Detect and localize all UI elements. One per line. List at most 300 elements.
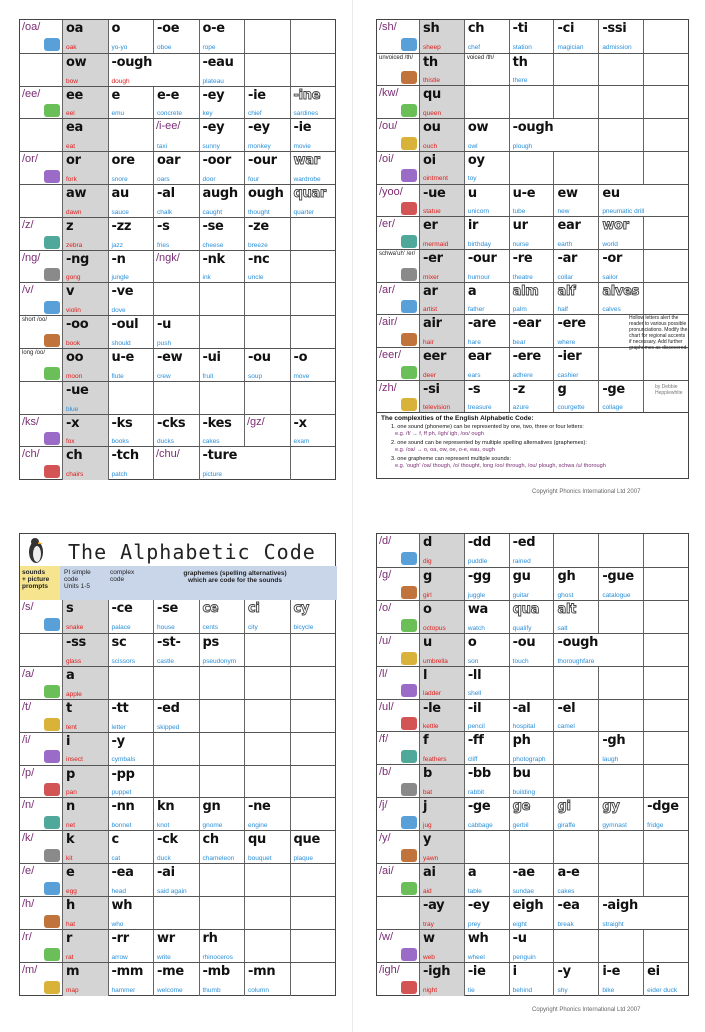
grapheme-cell (509, 700, 554, 733)
sound-cell (377, 283, 419, 316)
grapheme-cell (62, 798, 108, 831)
sound-label: /eer/ (379, 349, 402, 361)
grapheme-cell (62, 733, 108, 766)
grapheme-cell (509, 831, 554, 864)
grapheme-cell (62, 667, 108, 700)
picture-prompt-icon (401, 552, 417, 565)
grapheme: y (423, 832, 432, 848)
example-word: birthday (467, 240, 491, 248)
grapheme: -kes (202, 415, 232, 431)
grapheme: aw (66, 186, 87, 201)
grapheme-cell (199, 766, 245, 799)
grapheme-cell (108, 733, 154, 766)
sound-label: /i/ (22, 733, 31, 746)
grapheme-cell (464, 534, 509, 567)
grapheme: -ge (467, 799, 491, 815)
example-word: cliff (467, 756, 478, 764)
grapheme-cell (290, 600, 336, 633)
picture-prompt-icon (401, 981, 417, 994)
example-word: pencil (467, 723, 485, 731)
grapheme: cy (293, 601, 310, 616)
complexities-line-6: e.g. 'ough' /oa/ though, /o/ thought, long /oo/ through, /ou/ plough, schwa /u/ thorough (395, 463, 606, 469)
sound-cell (377, 348, 419, 381)
grapheme: -al (512, 700, 531, 716)
example-word: feathers (423, 756, 447, 764)
grapheme-cell (62, 119, 108, 152)
grapheme-cell (419, 634, 464, 667)
header-graphemes: graphemes (spelling alternatives) which are code for the sounds (183, 570, 287, 584)
grapheme: -gg (467, 568, 491, 584)
grapheme: j (423, 799, 428, 815)
grapheme: -ea (111, 865, 134, 881)
sound-cell (377, 568, 419, 601)
grapheme-cell (553, 381, 598, 414)
grapheme-cell (290, 251, 336, 284)
sound-label: /ou/ (379, 120, 398, 133)
example-word: crew (157, 372, 171, 380)
example-word: humour (467, 273, 490, 281)
grapheme: -or (602, 250, 623, 266)
example-word: sardines (293, 110, 319, 118)
example-word: behind (512, 986, 533, 994)
chart-row (377, 863, 688, 896)
chart-row (377, 567, 688, 600)
chart-row (20, 797, 335, 830)
grapheme-cell (598, 601, 643, 634)
chart-row (377, 216, 688, 249)
complexities-line-2: e.g. /f/ → f, ff ph, /igh/ igh, /oo/ ough (395, 431, 484, 437)
grapheme: eer (423, 349, 447, 364)
grapheme: wh (467, 930, 489, 946)
example-word: caught (202, 208, 223, 216)
example-word: new (557, 208, 570, 216)
example-word: exam (293, 438, 310, 446)
grapheme-cell (553, 930, 598, 963)
grapheme-cell (290, 963, 336, 996)
chart-row (20, 86, 335, 119)
example-word: toy (467, 175, 477, 183)
grapheme: -aigh (602, 897, 638, 913)
example-word: monkey (248, 143, 271, 151)
grapheme-cell (509, 250, 554, 283)
grapheme: ch (66, 448, 83, 464)
grapheme-cell (244, 831, 290, 864)
grapheme: -ie (248, 87, 266, 103)
example-word: head (111, 888, 126, 896)
sound-label: /k/ (22, 832, 34, 845)
grapheme-cell (509, 185, 554, 218)
grapheme-cell (153, 119, 199, 152)
picture-prompt-icon (401, 169, 417, 182)
hollow-letters-note: Hollow letters alert the reader to various possible pronunciations. Modify the chart for regional accents if necessary. Add further graphemes as discovered. (629, 315, 688, 352)
example-word: ointment (423, 175, 448, 183)
chart-row (377, 118, 688, 151)
grapheme: -al (157, 186, 175, 201)
grapheme-cell (153, 316, 199, 349)
grapheme-cell (244, 930, 290, 963)
picture-prompt-icon (401, 684, 417, 697)
grapheme: -pp (111, 766, 135, 782)
example-word: engine (248, 822, 268, 830)
example-word: write (157, 953, 171, 961)
grapheme: th (512, 54, 528, 70)
grapheme-cell (509, 897, 554, 930)
picture-prompt-icon (44, 685, 60, 698)
grapheme-cell (62, 897, 108, 930)
grapheme-cell (509, 568, 554, 601)
grapheme: s (66, 601, 74, 616)
grapheme-cell (290, 382, 336, 415)
grapheme-cell (419, 963, 464, 996)
sound-label: /b/ (379, 766, 392, 779)
grapheme-cell (108, 251, 154, 284)
grapheme-cell (509, 217, 554, 250)
grapheme-cell (509, 798, 554, 831)
grapheme: qua (512, 601, 540, 617)
grapheme-cell (244, 766, 290, 799)
grapheme: ee (66, 87, 84, 103)
grapheme: -ea (557, 897, 580, 913)
sound-cell (20, 600, 62, 633)
grapheme: au (111, 186, 129, 201)
grapheme-cell (553, 568, 598, 601)
sound-label: /ch/ (22, 448, 40, 461)
grapheme: -ff (467, 733, 484, 749)
grapheme-cell (419, 20, 464, 53)
grapheme-cell (108, 447, 154, 480)
example-word: snore (111, 175, 128, 183)
grapheme: wr (157, 931, 175, 946)
grapheme-cell (153, 897, 199, 930)
example-word: building (512, 789, 536, 797)
sound-label: /r/ (22, 931, 32, 943)
example-word: wardrobe (293, 175, 321, 183)
grapheme-cell (509, 54, 554, 87)
grapheme-cell (153, 930, 199, 963)
picture-prompt-icon (44, 618, 60, 631)
example-word: bike (602, 986, 615, 994)
example-word: salt (557, 624, 568, 632)
grapheme-cell (62, 447, 108, 480)
grapheme-cell (153, 415, 199, 448)
example-word: tray (423, 920, 434, 928)
grapheme-cell (419, 831, 464, 864)
example-word: earth (557, 240, 573, 248)
grapheme-cell (290, 415, 336, 448)
sound-label: /ng/ (22, 251, 41, 264)
example-word: magician (557, 43, 584, 51)
grapheme: -rr (111, 931, 129, 946)
grapheme: t (66, 700, 72, 716)
grapheme-cell (199, 87, 245, 120)
sound-label: /ks/ (22, 415, 40, 428)
grapheme: /gz/ (247, 415, 265, 428)
grapheme: -me (157, 963, 184, 979)
grapheme-cell (419, 732, 464, 765)
example-word: book (66, 339, 81, 347)
example-word: ouch (423, 142, 438, 150)
grapheme-cell (62, 54, 108, 87)
picture-prompt-icon (401, 268, 417, 281)
grapheme: war (293, 153, 320, 169)
grapheme-cell (62, 349, 108, 382)
picture-prompt-icon (401, 300, 417, 313)
sound-label: /e/ (22, 865, 35, 878)
chart-row (20, 250, 335, 283)
example-word: letter (111, 723, 126, 731)
grapheme-cell (199, 600, 245, 633)
example-word: octopus (423, 624, 446, 632)
grapheme-cell (244, 152, 290, 185)
sound-cell (377, 119, 419, 152)
grapheme-cell (419, 700, 464, 733)
sound-label: /f/ (379, 733, 389, 746)
chart-row (377, 797, 688, 830)
grapheme: oa (66, 21, 84, 36)
grapheme: o (111, 21, 121, 36)
grapheme: ce (202, 601, 219, 616)
example-word: son (467, 657, 479, 665)
example-word: glass (66, 657, 82, 665)
grapheme: alt (557, 601, 577, 617)
grapheme-cell (62, 864, 108, 897)
grapheme: gn (202, 799, 221, 815)
example-word: cat (111, 855, 121, 863)
grapheme-cell (598, 217, 643, 250)
grapheme-cell (290, 864, 336, 897)
grapheme-cell (62, 963, 108, 996)
grapheme: -se (202, 218, 224, 234)
example-word: queen (423, 110, 442, 118)
grapheme: r (66, 931, 73, 946)
example-word: puppet (111, 789, 132, 797)
grapheme-cell (153, 349, 199, 382)
grapheme: -zz (111, 218, 132, 234)
grapheme-cell (290, 20, 336, 53)
grapheme-cell (464, 798, 509, 831)
chart-row (377, 600, 688, 633)
grapheme: oar (157, 153, 181, 169)
grapheme: -se (157, 601, 179, 616)
grapheme-cell (553, 831, 598, 864)
example-word: dough (111, 77, 130, 85)
grapheme-cell (553, 20, 598, 53)
grapheme-cell (464, 700, 509, 733)
grapheme: d (423, 535, 433, 550)
grapheme-cell (290, 119, 336, 152)
picture-prompt-icon (44, 432, 60, 445)
example-word: wheel (467, 953, 485, 961)
sound-cell (20, 283, 62, 316)
grapheme-cell (553, 217, 598, 250)
sound-cell (20, 864, 62, 897)
example-word: pneumatic drill (602, 208, 645, 216)
sound-cell (377, 897, 419, 930)
grapheme: ci (248, 601, 260, 616)
example-word: soup (248, 372, 263, 380)
example-word: city (248, 623, 258, 631)
example-word: skipped (157, 723, 180, 731)
sound-label: /zh/ (379, 381, 397, 394)
grapheme-cell (290, 447, 336, 480)
grapheme: ar (423, 283, 438, 299)
example-word: station (512, 43, 532, 51)
grapheme-cell (464, 732, 509, 765)
sound-label: /v/ (22, 284, 34, 297)
grapheme-cell (244, 218, 290, 251)
chart-row (377, 151, 688, 184)
grapheme: -y (111, 733, 125, 749)
grapheme-cell (108, 87, 154, 120)
chart-row (20, 896, 335, 929)
grapheme-cell (199, 54, 245, 87)
picture-prompt-icon (401, 366, 417, 379)
grapheme: sh (423, 21, 440, 36)
example-word: yawn (423, 854, 439, 862)
example-word: there (512, 77, 528, 85)
example-word: ducks (157, 438, 174, 446)
picture-prompt-icon (44, 104, 60, 117)
sound-label: /sh/ (379, 21, 397, 33)
grapheme-cell (108, 415, 154, 448)
grapheme-cell (199, 415, 245, 448)
page-title: The Alphabetic Code (68, 540, 316, 564)
grapheme-cell (464, 864, 509, 897)
example-word: kit (66, 855, 73, 863)
example-word: jug (423, 822, 432, 830)
grapheme-cell (598, 930, 643, 963)
example-word: emu (111, 110, 125, 118)
grapheme: -ew (157, 350, 183, 365)
grapheme: -ss (66, 634, 86, 650)
title-block (19, 533, 336, 599)
example-word: insect (66, 756, 83, 764)
grapheme-cell (419, 119, 464, 152)
example-word: rope (202, 43, 216, 51)
grapheme-cell (598, 568, 643, 601)
example-word: bonnet (111, 822, 132, 830)
example-word: column (248, 986, 269, 994)
example-word: books (111, 438, 129, 446)
grapheme-cell (199, 152, 245, 185)
grapheme: a-e (557, 865, 580, 880)
grapheme-cell (598, 864, 643, 897)
example-word: movie (293, 143, 311, 151)
chart-row (20, 765, 335, 798)
grapheme-cell (464, 348, 509, 381)
grapheme-cell (153, 864, 199, 897)
grapheme-cell (509, 20, 554, 53)
grapheme: u-e (111, 350, 135, 365)
grapheme: -nk (202, 251, 225, 267)
grapheme-cell (509, 601, 554, 634)
grapheme-cell (244, 634, 290, 667)
example-word: quarter (293, 208, 315, 216)
example-word: father (467, 306, 485, 314)
grapheme: ear (557, 218, 581, 234)
sound-label: /air/ (379, 316, 398, 329)
example-word: oboe (157, 43, 172, 51)
example-word: oars (157, 175, 170, 183)
sound-cell (20, 634, 62, 667)
grapheme-cell (419, 534, 464, 567)
grapheme: -ey (467, 897, 490, 913)
grapheme: -oo (66, 317, 89, 333)
grapheme-cell (509, 963, 554, 996)
grapheme-cell (643, 54, 688, 87)
example-word: web (423, 953, 435, 961)
grapheme: -gh (602, 733, 626, 749)
example-word: juggle (467, 591, 486, 599)
grapheme-cell (153, 251, 199, 284)
grapheme: -ck (157, 832, 178, 848)
example-word: house (157, 623, 175, 631)
grapheme-cell (244, 349, 290, 382)
grapheme: /ngk/ (156, 251, 180, 264)
sound-cell (20, 766, 62, 799)
grapheme-cell (643, 20, 688, 53)
grapheme: -ough (111, 54, 153, 70)
grapheme-cell (509, 864, 554, 897)
grapheme-cell (199, 634, 245, 667)
grapheme-cell (643, 568, 688, 601)
picture-prompt-icon (401, 717, 417, 730)
example-word: gymnast (602, 822, 627, 830)
grapheme: -ey (202, 87, 225, 103)
chart-row (20, 315, 335, 348)
grapheme-cell (598, 185, 688, 218)
grapheme: ough (248, 186, 284, 201)
grapheme-cell (108, 20, 154, 53)
grapheme-cell (199, 700, 245, 733)
sound-cell (377, 86, 419, 119)
example-word: cents (202, 623, 219, 631)
grapheme-cell (464, 381, 509, 414)
example-word: penguin (512, 953, 536, 961)
grapheme-cell (464, 250, 509, 283)
grapheme: o-e (202, 21, 225, 36)
sound-label: /d/ (379, 535, 392, 547)
grapheme: -ue (423, 185, 446, 201)
sound-label: long /oo/ (22, 350, 46, 356)
picture-prompt-icon (401, 586, 417, 599)
example-word: violin (66, 307, 81, 315)
grapheme-cell (108, 963, 154, 996)
grapheme: -cks (157, 415, 186, 431)
grapheme-cell (153, 667, 199, 700)
grapheme: i (66, 733, 71, 749)
grapheme: quar (293, 186, 327, 201)
grapheme-cell (290, 54, 336, 87)
grapheme: ou (423, 120, 441, 136)
example-word: umbrella (423, 657, 448, 665)
grapheme-cell (290, 185, 336, 218)
grapheme-cell (199, 864, 245, 897)
grapheme-cell (643, 86, 688, 119)
complexities-line-3: 2. one sound can be represented by multiple spelling alternatives (graphemes): (391, 440, 587, 446)
grapheme-cell (153, 600, 199, 633)
chart-row (20, 699, 335, 732)
grapheme-cell (199, 831, 245, 864)
example-word: uncle (248, 274, 264, 282)
grapheme: /chu/ (156, 448, 180, 461)
grapheme-cell (290, 283, 336, 316)
chart-row (20, 20, 335, 53)
example-word: night (423, 986, 438, 994)
example-word: hair (423, 338, 434, 346)
grapheme-cell (108, 349, 154, 382)
grapheme: que (293, 832, 320, 848)
